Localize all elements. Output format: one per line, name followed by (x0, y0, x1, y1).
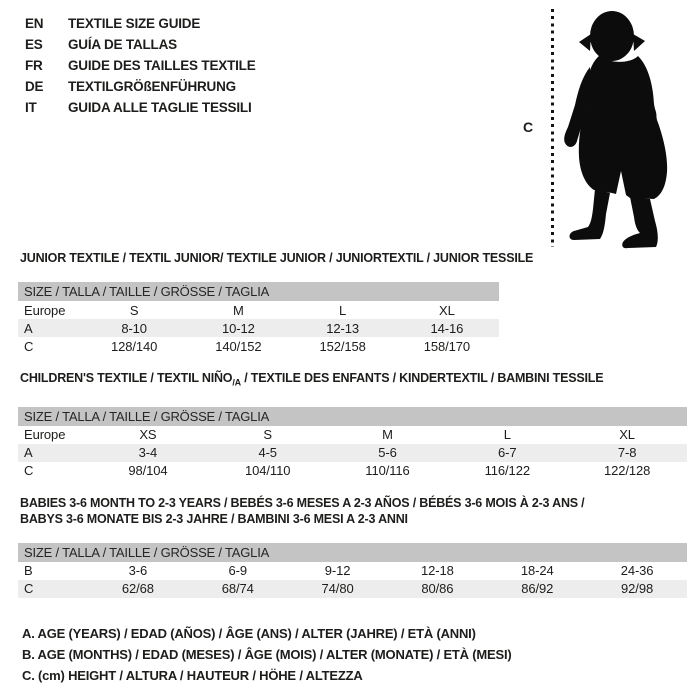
size-cell: 14-16 (430, 320, 464, 336)
footnote-b: B. AGE (MONTHS) / EDAD (MESES) / ÂGE (MOIS) / ALTER (MONATE) / ETÀ (MESI) (22, 646, 512, 662)
size-cell: 104/110 (245, 463, 291, 478)
size-cell: 116/122 (484, 463, 530, 478)
language-row-it (25, 97, 256, 118)
size-cell: 152/158 (319, 338, 366, 354)
size-cell: 10-12 (222, 320, 255, 336)
language-code: ES (25, 37, 43, 52)
junior-size-table (18, 282, 499, 355)
table-row (18, 562, 687, 580)
table-row (18, 319, 499, 337)
language-code: DE (25, 79, 44, 94)
size-cell: 6-9 (228, 563, 247, 578)
language-label: GUIDE DES TAILLES TEXTILE (68, 58, 256, 73)
size-cell: 4-5 (258, 445, 277, 460)
babies-size-table (18, 543, 687, 598)
size-cell: XS (139, 427, 157, 442)
language-code: FR (25, 58, 43, 73)
table-row (18, 580, 687, 598)
size-cell: L (339, 302, 347, 318)
size-cell: 128/140 (110, 338, 158, 354)
footnote-c: C. (cm) HEIGHT / ALTURA / HAUTEUR / HÖHE / ALTEZZA (22, 667, 363, 683)
size-cell: 8-10 (121, 320, 147, 336)
size-cell: S (129, 302, 139, 318)
children-size-table (18, 407, 687, 480)
table-row (18, 337, 499, 355)
section-babies (18, 495, 687, 598)
title-line-1: BABIES 3-6 MONTH TO 2-3 YEARS / BEBÉS 3-6 MESES A 2-3 AÑOS / BÉBÉS 3-6 MOIS À 2-3 ANS / (20, 495, 585, 510)
row-label: A (24, 445, 33, 460)
row-label: C (24, 463, 34, 478)
height-measure-label: C (523, 119, 534, 135)
size-cell: 62/68 (121, 581, 154, 596)
footnotes (22, 623, 687, 686)
size-cell: XL (439, 302, 455, 318)
size-cell: 110/116 (365, 463, 410, 478)
size-cell: 92/98 (621, 581, 654, 596)
footnote-a: A. AGE (YEARS) / EDAD (AÑOS) / ÂGE (ANS) / ALTER (JAHRE) / ETÀ (ANNI) (22, 625, 476, 641)
size-cell: 7-8 (617, 445, 637, 460)
language-row-en (25, 13, 256, 34)
language-code: IT (25, 100, 37, 115)
row-label: A (24, 320, 33, 336)
size-cell: 158/170 (423, 338, 471, 354)
row-label: Europe (24, 302, 66, 318)
size-cell: S (263, 427, 272, 442)
language-code: EN (25, 16, 44, 31)
size-header-bar: SIZE / TALLA / TAILLE / GRÖSSE / TAGLIA (18, 543, 687, 562)
size-cell: 3-4 (138, 445, 158, 460)
language-row-de (25, 76, 256, 97)
section-children (18, 370, 687, 480)
section-babies-title (20, 495, 687, 527)
size-cell: 3-6 (128, 563, 148, 578)
size-cell: 74/80 (321, 581, 354, 596)
size-cell: 5-6 (378, 445, 397, 460)
size-cell: 80/86 (421, 581, 454, 596)
size-cell: 140/152 (215, 338, 262, 354)
size-cell: 18-24 (520, 563, 554, 578)
row-label: Europe (24, 427, 66, 442)
height-measure-line (551, 9, 554, 247)
size-cell: 122/128 (603, 463, 651, 478)
size-cell: 68/74 (221, 581, 254, 596)
section-junior (18, 250, 687, 355)
language-label: TEXTILGRÖßENFÜHRUNG (68, 79, 236, 94)
size-cell: M (233, 302, 244, 318)
language-row-fr (25, 55, 256, 76)
toddler-silhouette-icon (560, 9, 670, 249)
title-line-2: BABYS 3-6 MONATE BIS 2-3 JAHRE / BAMBINI 3-6 MESI A 2-3 ANNI (20, 511, 408, 526)
size-cell: 12-18 (421, 563, 454, 578)
table-row (18, 301, 499, 319)
size-cell: 24-36 (620, 563, 654, 578)
language-list (25, 13, 256, 118)
title-subscript: /A (232, 377, 241, 388)
table-row (18, 444, 687, 462)
size-cell: 98/104 (128, 463, 168, 478)
section-children-title (20, 370, 687, 391)
row-label: B (24, 563, 33, 578)
size-cell: 86/92 (521, 581, 554, 596)
language-label: TEXTILE SIZE GUIDE (68, 16, 201, 31)
size-cell: XL (619, 427, 635, 442)
size-cell: 9-12 (324, 563, 351, 578)
section-junior-title: JUNIOR TEXTILE / TEXTIL JUNIOR/ TEXTILE JUNIOR / JUNIORTEXTIL / JUNIOR TESSILE (20, 251, 534, 265)
size-cell: L (503, 427, 511, 442)
size-tables (18, 250, 687, 686)
table-row (18, 426, 687, 444)
row-label: C (24, 581, 34, 596)
size-cell: M (382, 427, 393, 442)
size-cell: 12-13 (326, 320, 359, 336)
language-label: GUIDA ALLE TAGLIE TESSILI (68, 100, 252, 115)
size-header-bar: SIZE / TALLA / TAILLE / GRÖSSE / TAGLIA (18, 407, 687, 426)
size-cell: 6-7 (498, 445, 517, 460)
language-row-es (25, 34, 256, 55)
title-prefix: CHILDREN'S TEXTILE / TEXTIL NIÑO (20, 371, 233, 385)
title-suffix: / TEXTILE DES ENFANTS / KINDERTEXTIL / BAMBINI TESSILE (240, 371, 604, 385)
size-header-bar: SIZE / TALLA / TAILLE / GRÖSSE / TAGLIA (18, 282, 499, 301)
table-row (18, 462, 687, 480)
row-label: C (24, 338, 34, 354)
language-label: GUÍA DE TALLAS (68, 37, 177, 52)
